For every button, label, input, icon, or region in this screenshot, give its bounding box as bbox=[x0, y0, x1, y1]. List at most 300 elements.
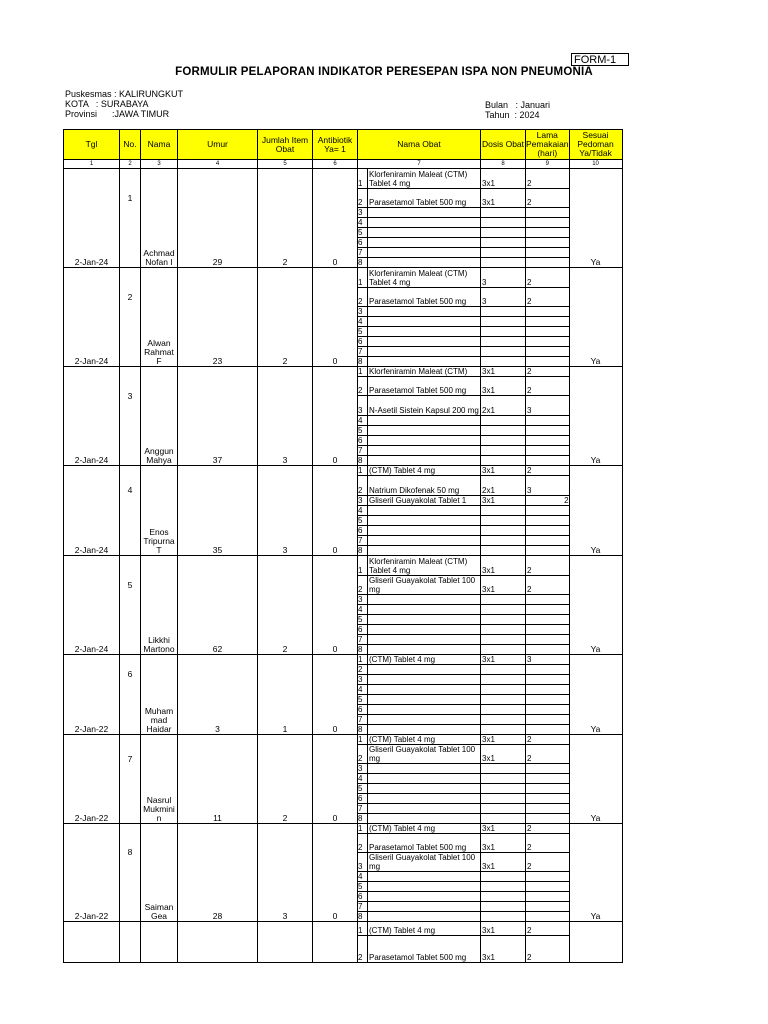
dosis-cell bbox=[481, 228, 526, 238]
nama-obat-cell bbox=[368, 456, 481, 466]
nama-obat-cell: (CTM) Tablet 4 mg bbox=[368, 824, 481, 834]
nama-obat-cell: Parasetamol Tablet 500 mg bbox=[368, 377, 481, 396]
nomor-cell: 2 bbox=[120, 268, 141, 367]
jumlah-item-cell: 3 bbox=[258, 466, 313, 556]
nama-obat-cell: Klorfeniramin Maleat (CTM) Tablet 4 mg bbox=[368, 169, 481, 189]
obat-number-cell: 7 bbox=[358, 902, 368, 912]
lama-pemakaian-cell bbox=[526, 715, 570, 725]
nama-obat-cell bbox=[368, 416, 481, 426]
dosis-cell bbox=[481, 695, 526, 705]
dosis-cell: 3x1 bbox=[481, 824, 526, 834]
dosis-cell bbox=[481, 208, 526, 218]
dosis-cell bbox=[481, 625, 526, 635]
nama-obat-cell: (CTM) Tablet 4 mg bbox=[368, 922, 481, 936]
obat-number-cell: 4 bbox=[358, 685, 368, 695]
sesuai-pedoman-cell bbox=[569, 922, 622, 963]
dosis-cell bbox=[481, 595, 526, 605]
nomor-cell: 8 bbox=[120, 824, 141, 922]
dosis-cell bbox=[481, 902, 526, 912]
nama-obat-cell bbox=[368, 705, 481, 715]
lama-pemakaian-cell bbox=[526, 774, 570, 784]
sesuai-pedoman-cell: Ya bbox=[569, 466, 622, 556]
tanggal-cell bbox=[64, 922, 120, 963]
header-dosis: Dosis Obat bbox=[481, 130, 526, 160]
lama-pemakaian-cell bbox=[526, 526, 570, 536]
nama-obat-cell bbox=[368, 902, 481, 912]
sesuai-pedoman-cell: Ya bbox=[569, 735, 622, 824]
nomor-cell: 7 bbox=[120, 735, 141, 824]
col-index: 10 bbox=[569, 160, 622, 169]
lama-pemakaian-cell bbox=[526, 764, 570, 774]
obat-number-cell: 5 bbox=[358, 615, 368, 625]
lama-pemakaian-cell: 2 bbox=[526, 735, 570, 745]
nama-pasien-cell: Nasrul Mukmini n bbox=[141, 735, 178, 824]
nama-obat-cell bbox=[368, 446, 481, 456]
lama-pemakaian-cell bbox=[526, 248, 570, 258]
nama-obat-cell bbox=[368, 912, 481, 922]
nama-obat-cell bbox=[368, 685, 481, 695]
obat-number-cell: 4 bbox=[358, 416, 368, 426]
lama-pemakaian-cell bbox=[526, 347, 570, 357]
nomor-cell: 3 bbox=[120, 367, 141, 466]
obat-number-cell: 5 bbox=[358, 426, 368, 436]
lama-pemakaian-cell: 2 bbox=[526, 922, 570, 936]
col-index: 4 bbox=[178, 160, 258, 169]
obat-number-cell: 1 bbox=[358, 268, 368, 288]
dosis-cell bbox=[481, 436, 526, 446]
lama-pemakaian-cell bbox=[526, 695, 570, 705]
sesuai-pedoman-cell: Ya bbox=[569, 556, 622, 655]
lama-pemakaian-cell: 2 bbox=[526, 824, 570, 834]
nama-obat-cell: (CTM) Tablet 4 mg bbox=[368, 466, 481, 476]
umur-cell: 35 bbox=[178, 466, 258, 556]
umur-cell: 23 bbox=[178, 268, 258, 367]
lama-pemakaian-cell: 2 bbox=[526, 496, 570, 506]
lama-pemakaian-cell bbox=[526, 546, 570, 556]
lama-pemakaian-cell bbox=[526, 635, 570, 645]
table-row bbox=[64, 169, 623, 189]
tanggal-cell: 2-Jan-22 bbox=[64, 655, 120, 735]
page-title: FORMULIR PELAPORAN INDIKATOR PERESEPAN ISPA NON PNEUMONIA bbox=[175, 66, 593, 78]
tanggal-cell: 2-Jan-24 bbox=[64, 367, 120, 466]
lama-pemakaian-cell bbox=[526, 804, 570, 814]
obat-number-cell: 8 bbox=[358, 912, 368, 922]
obat-number-cell: 1 bbox=[358, 169, 368, 189]
lama-pemakaian-cell bbox=[526, 258, 570, 268]
obat-number-cell: 6 bbox=[358, 892, 368, 902]
dosis-cell bbox=[481, 317, 526, 327]
dosis-cell bbox=[481, 446, 526, 456]
obat-number-cell: 2 bbox=[358, 936, 368, 963]
col-index: 1 bbox=[64, 160, 120, 169]
obat-number-cell: 6 bbox=[358, 436, 368, 446]
nama-obat-cell bbox=[368, 218, 481, 228]
lama-pemakaian-cell: 3 bbox=[526, 396, 570, 416]
nama-obat-cell: (CTM) Tablet 4 mg bbox=[368, 735, 481, 745]
lama-pemakaian-cell bbox=[526, 337, 570, 347]
dosis-cell bbox=[481, 774, 526, 784]
nama-obat-cell bbox=[368, 357, 481, 367]
header-lama: Lama Pemakaian (hari) bbox=[526, 130, 569, 158]
nama-obat-cell bbox=[368, 794, 481, 804]
header-antibiotik: Antibiotik Ya= 1 bbox=[313, 130, 358, 160]
lama-pemakaian-cell: 3 bbox=[526, 476, 570, 496]
dosis-cell: 3x1 bbox=[481, 576, 526, 595]
lama-pemakaian-cell: 3 bbox=[526, 655, 570, 665]
lama-pemakaian-cell bbox=[526, 705, 570, 715]
dosis-cell bbox=[481, 218, 526, 228]
dosis-cell: 3x1 bbox=[481, 377, 526, 396]
dosis-cell bbox=[481, 725, 526, 735]
nama-pasien-cell: Muham mad Haidar bbox=[141, 655, 178, 735]
antibiotik-cell: 0 bbox=[313, 268, 358, 367]
obat-number-cell: 1 bbox=[358, 655, 368, 665]
tanggal-cell: 2-Jan-24 bbox=[64, 556, 120, 655]
dosis-cell: 3x1 bbox=[481, 655, 526, 665]
lama-pemakaian-cell bbox=[526, 506, 570, 516]
dosis-cell: 3x1 bbox=[481, 745, 526, 764]
obat-number-cell: 2 bbox=[358, 745, 368, 764]
dosis-cell bbox=[481, 327, 526, 337]
dosis-cell: 3x1 bbox=[481, 922, 526, 936]
lama-pemakaian-cell bbox=[526, 317, 570, 327]
form-label: FORM-1 bbox=[571, 53, 629, 66]
nama-obat-cell: Parasetamol Tablet 500 mg bbox=[368, 288, 481, 307]
obat-number-cell: 3 bbox=[358, 595, 368, 605]
umur-cell: 37 bbox=[178, 367, 258, 466]
antibiotik-cell bbox=[313, 922, 358, 963]
report-table bbox=[63, 129, 623, 963]
dosis-cell bbox=[481, 892, 526, 902]
dosis-cell bbox=[481, 516, 526, 526]
header-no: No. bbox=[120, 130, 141, 160]
dosis-cell bbox=[481, 258, 526, 268]
jumlah-item-cell: 2 bbox=[258, 735, 313, 824]
nama-obat-cell: Klorfeniramin Maleat (CTM) bbox=[368, 367, 481, 377]
tanggal-cell: 2-Jan-22 bbox=[64, 735, 120, 824]
obat-number-cell: 1 bbox=[358, 922, 368, 936]
lama-pemakaian-cell bbox=[526, 912, 570, 922]
dosis-cell: 3x1 bbox=[481, 936, 526, 963]
obat-number-cell: 6 bbox=[358, 705, 368, 715]
lama-pemakaian-cell bbox=[526, 416, 570, 426]
lama-pemakaian-cell bbox=[526, 625, 570, 635]
nama-obat-cell bbox=[368, 872, 481, 882]
jumlah-item-cell: 3 bbox=[258, 824, 313, 922]
dosis-cell bbox=[481, 456, 526, 466]
obat-number-cell: 2 bbox=[358, 834, 368, 853]
table-row bbox=[64, 735, 623, 745]
dosis-cell bbox=[481, 872, 526, 882]
obat-number-cell: 3 bbox=[358, 208, 368, 218]
table-row bbox=[64, 466, 623, 476]
obat-number-cell: 1 bbox=[358, 556, 368, 576]
table-row bbox=[64, 367, 623, 377]
obat-number-cell: 1 bbox=[358, 735, 368, 745]
lama-pemakaian-cell bbox=[526, 784, 570, 794]
nomor-cell: 4 bbox=[120, 466, 141, 556]
lama-pemakaian-cell bbox=[526, 902, 570, 912]
nama-obat-cell bbox=[368, 327, 481, 337]
dosis-cell bbox=[481, 784, 526, 794]
nama-obat-cell: Gliseril Guayakolat Tablet 1 bbox=[368, 496, 481, 506]
nama-obat-cell: Gliseril Guayakolat Tablet 100 mg bbox=[368, 745, 481, 764]
obat-number-cell: 2 bbox=[358, 288, 368, 307]
dosis-cell bbox=[481, 536, 526, 546]
obat-number-cell: 7 bbox=[358, 347, 368, 357]
obat-number-cell: 3 bbox=[358, 396, 368, 416]
nama-obat-cell bbox=[368, 516, 481, 526]
dosis-cell: 3x1 bbox=[481, 367, 526, 377]
header-row bbox=[64, 130, 623, 160]
sesuai-pedoman-cell: Ya bbox=[569, 655, 622, 735]
kota-info: KOTA : SURABAYA bbox=[65, 99, 149, 109]
obat-number-cell: 4 bbox=[358, 605, 368, 615]
lama-pemakaian-cell bbox=[526, 357, 570, 367]
dosis-cell: 3 bbox=[481, 268, 526, 288]
col-index: 3 bbox=[141, 160, 178, 169]
nama-obat-cell bbox=[368, 665, 481, 675]
lama-pemakaian-cell bbox=[526, 327, 570, 337]
lama-pemakaian-cell bbox=[526, 794, 570, 804]
lama-pemakaian-cell bbox=[526, 446, 570, 456]
umur-cell: 3 bbox=[178, 655, 258, 735]
nama-obat-cell bbox=[368, 615, 481, 625]
dosis-cell: 3x1 bbox=[481, 496, 526, 506]
obat-number-cell: 2 bbox=[358, 189, 368, 208]
obat-number-cell: 8 bbox=[358, 357, 368, 367]
nama-obat-cell bbox=[368, 605, 481, 615]
obat-number-cell: 6 bbox=[358, 794, 368, 804]
dosis-cell: 2x1 bbox=[481, 396, 526, 416]
dosis-cell: 3x1 bbox=[481, 466, 526, 476]
lama-pemakaian-cell bbox=[526, 872, 570, 882]
obat-number-cell: 4 bbox=[358, 506, 368, 516]
nama-pasien-cell: Anggun Mahya bbox=[141, 367, 178, 466]
nama-obat-cell bbox=[368, 248, 481, 258]
nama-obat-cell: Gliseril Guayakolat Tablet 100 mg bbox=[368, 853, 481, 872]
lama-pemakaian-cell bbox=[526, 516, 570, 526]
nama-obat-cell bbox=[368, 715, 481, 725]
obat-number-cell: 5 bbox=[358, 327, 368, 337]
nama-obat-cell: N-Asetil Sistein Kapsul 200 mg bbox=[368, 396, 481, 416]
lama-pemakaian-cell: 2 bbox=[526, 576, 570, 595]
obat-number-cell: 8 bbox=[358, 645, 368, 655]
lama-pemakaian-cell bbox=[526, 307, 570, 317]
tanggal-cell: 2-Jan-24 bbox=[64, 268, 120, 367]
lama-pemakaian-cell: 2 bbox=[526, 189, 570, 208]
table-row bbox=[64, 655, 623, 665]
obat-number-cell: 3 bbox=[358, 307, 368, 317]
lama-pemakaian-cell bbox=[526, 208, 570, 218]
dosis-cell bbox=[481, 248, 526, 258]
obat-number-cell: 2 bbox=[358, 476, 368, 496]
dosis-cell bbox=[481, 814, 526, 824]
dosis-cell bbox=[481, 337, 526, 347]
dosis-cell: 3x1 bbox=[481, 853, 526, 872]
obat-number-cell: 6 bbox=[358, 526, 368, 536]
dosis-cell bbox=[481, 605, 526, 615]
puskesmas-info: Puskesmas : KALIRUNGKUT bbox=[65, 89, 184, 99]
umur-cell: 29 bbox=[178, 169, 258, 268]
obat-number-cell: 7 bbox=[358, 446, 368, 456]
table-row bbox=[64, 824, 623, 834]
nama-obat-cell bbox=[368, 804, 481, 814]
sesuai-pedoman-cell: Ya bbox=[569, 169, 622, 268]
obat-number-cell: 8 bbox=[358, 725, 368, 735]
lama-pemakaian-cell bbox=[526, 536, 570, 546]
lama-pemakaian-cell bbox=[526, 882, 570, 892]
lama-pemakaian-cell bbox=[526, 218, 570, 228]
nama-pasien-cell: Enos Tripurna T bbox=[141, 466, 178, 556]
nama-obat-cell bbox=[368, 337, 481, 347]
obat-number-cell: 7 bbox=[358, 635, 368, 645]
dosis-cell: 3x1 bbox=[481, 556, 526, 576]
lama-pemakaian-cell: 2 bbox=[526, 853, 570, 872]
dosis-cell bbox=[481, 912, 526, 922]
antibiotik-cell: 0 bbox=[313, 655, 358, 735]
lama-pemakaian-cell bbox=[526, 436, 570, 446]
lama-pemakaian-cell: 2 bbox=[526, 556, 570, 576]
lama-pemakaian-cell bbox=[526, 228, 570, 238]
nama-obat-cell bbox=[368, 645, 481, 655]
table-row bbox=[64, 268, 623, 288]
dosis-cell bbox=[481, 764, 526, 774]
obat-number-cell: 4 bbox=[358, 872, 368, 882]
nama-obat-cell: Gliseril Guayakolat Tablet 100 mg bbox=[368, 576, 481, 595]
obat-number-cell: 6 bbox=[358, 337, 368, 347]
nama-pasien-cell bbox=[141, 922, 178, 963]
dosis-cell bbox=[481, 615, 526, 625]
nomor-cell: 1 bbox=[120, 169, 141, 268]
nama-obat-cell: Natrium Dikofenak 50 mg bbox=[368, 476, 481, 496]
obat-number-cell: 3 bbox=[358, 675, 368, 685]
dosis-cell: 3x1 bbox=[481, 169, 526, 189]
nama-pasien-cell: Likkhi Martono bbox=[141, 556, 178, 655]
dosis-cell bbox=[481, 426, 526, 436]
obat-number-cell: 3 bbox=[358, 764, 368, 774]
dosis-cell bbox=[481, 307, 526, 317]
nama-obat-cell bbox=[368, 228, 481, 238]
lama-pemakaian-cell bbox=[526, 645, 570, 655]
col-index: 6 bbox=[313, 160, 358, 169]
nama-pasien-cell: Alwan Rahmat F bbox=[141, 268, 178, 367]
lama-pemakaian-cell bbox=[526, 814, 570, 824]
umur-cell: 28 bbox=[178, 824, 258, 922]
dosis-cell bbox=[481, 804, 526, 814]
lama-pemakaian-cell bbox=[526, 615, 570, 625]
nama-obat-cell bbox=[368, 506, 481, 516]
umur-cell bbox=[178, 922, 258, 963]
header-nama: Nama bbox=[141, 130, 178, 160]
jumlah-item-cell: 2 bbox=[258, 268, 313, 367]
obat-number-cell: 7 bbox=[358, 248, 368, 258]
lama-pemakaian-cell bbox=[526, 605, 570, 615]
nama-obat-cell bbox=[368, 695, 481, 705]
obat-number-cell: 5 bbox=[358, 228, 368, 238]
jumlah-item-cell: 2 bbox=[258, 556, 313, 655]
dosis-cell: 3x1 bbox=[481, 834, 526, 853]
lama-pemakaian-cell: 2 bbox=[526, 377, 570, 396]
nama-obat-cell bbox=[368, 784, 481, 794]
lama-pemakaian-cell bbox=[526, 675, 570, 685]
nama-obat-cell: Klorfeniramin Maleat (CTM) Tablet 4 mg bbox=[368, 556, 481, 576]
nama-obat-cell bbox=[368, 725, 481, 735]
jumlah-item-cell: 3 bbox=[258, 367, 313, 466]
nama-obat-cell bbox=[368, 317, 481, 327]
nama-obat-cell bbox=[368, 675, 481, 685]
bulan-info: Bulan : Januari bbox=[485, 100, 551, 110]
obat-number-cell: 4 bbox=[358, 317, 368, 327]
nama-obat-cell: Parasetamol Tablet 500 mg bbox=[368, 936, 481, 963]
obat-number-cell: 2 bbox=[358, 576, 368, 595]
lama-pemakaian-cell bbox=[526, 665, 570, 675]
obat-number-cell: 7 bbox=[358, 536, 368, 546]
tahun-info: Tahun : 2024 bbox=[485, 110, 540, 120]
jumlah-item-cell: 2 bbox=[258, 169, 313, 268]
sesuai-pedoman-cell: Ya bbox=[569, 824, 622, 922]
lama-pemakaian-cell: 2 bbox=[526, 936, 570, 963]
obat-number-cell: 4 bbox=[358, 218, 368, 228]
obat-number-cell: 3 bbox=[358, 853, 368, 872]
nama-pasien-cell: Achmad Nofan I bbox=[141, 169, 178, 268]
dosis-cell bbox=[481, 635, 526, 645]
header-sesuai: Sesuai Pedoman Ya/Tidak bbox=[569, 130, 622, 160]
nama-obat-cell bbox=[368, 208, 481, 218]
obat-number-cell: 8 bbox=[358, 456, 368, 466]
provinsi-info: Provinsi :JAWA TIMUR bbox=[65, 109, 170, 119]
col-index: 2 bbox=[120, 160, 141, 169]
nama-obat-cell bbox=[368, 625, 481, 635]
dosis-cell: 3x1 bbox=[481, 735, 526, 745]
nama-obat-cell bbox=[368, 307, 481, 317]
dosis-cell bbox=[481, 357, 526, 367]
antibiotik-cell: 0 bbox=[313, 735, 358, 824]
nama-obat-cell bbox=[368, 436, 481, 446]
umur-cell: 62 bbox=[178, 556, 258, 655]
antibiotik-cell: 0 bbox=[313, 556, 358, 655]
lama-pemakaian-cell: 2 bbox=[526, 834, 570, 853]
lama-pemakaian-cell bbox=[526, 595, 570, 605]
obat-number-cell: 5 bbox=[358, 516, 368, 526]
nama-obat-cell bbox=[368, 546, 481, 556]
obat-number-cell: 4 bbox=[358, 774, 368, 784]
obat-number-cell: 1 bbox=[358, 824, 368, 834]
lama-pemakaian-cell: 2 bbox=[526, 169, 570, 189]
nama-obat-cell bbox=[368, 764, 481, 774]
header-tgl: Tgl bbox=[64, 130, 120, 160]
obat-number-cell: 3 bbox=[358, 496, 368, 506]
header-umur: Umur bbox=[178, 130, 258, 160]
obat-number-cell: 7 bbox=[358, 804, 368, 814]
jumlah-item-cell: 1 bbox=[258, 655, 313, 735]
nama-pasien-cell: Saiman Gea bbox=[141, 824, 178, 922]
dosis-cell bbox=[481, 526, 526, 536]
lama-pemakaian-cell bbox=[526, 725, 570, 735]
nama-obat-cell bbox=[368, 882, 481, 892]
tanggal-cell: 2-Jan-24 bbox=[64, 466, 120, 556]
umur-cell: 11 bbox=[178, 735, 258, 824]
sesuai-pedoman-cell: Ya bbox=[569, 268, 622, 367]
nama-obat-cell bbox=[368, 635, 481, 645]
nama-obat-cell bbox=[368, 595, 481, 605]
obat-number-cell: 6 bbox=[358, 238, 368, 248]
obat-number-cell: 8 bbox=[358, 546, 368, 556]
col-index: 5 bbox=[258, 160, 313, 169]
lama-pemakaian-cell: 2 bbox=[526, 745, 570, 764]
tanggal-cell: 2-Jan-24 bbox=[64, 169, 120, 268]
obat-number-cell: 5 bbox=[358, 784, 368, 794]
